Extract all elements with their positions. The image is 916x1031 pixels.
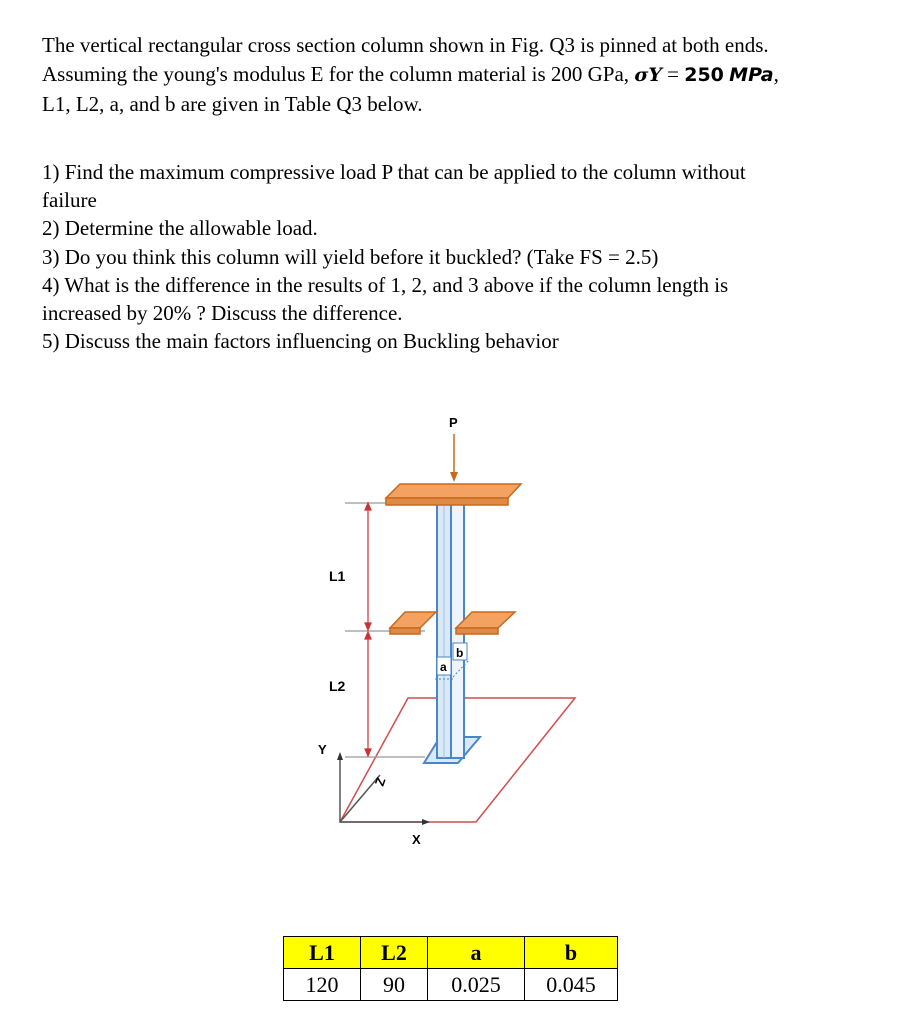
table-header-b: b <box>525 937 618 969</box>
table-value-l2: 90 <box>361 969 428 1001</box>
y-axis-arrow <box>337 752 343 760</box>
table-header-a: a <box>428 937 525 969</box>
intro-line-2-text: Assuming the young's modulus E for the column material is 200 GPa, <box>42 62 635 86</box>
table-value-b: 0.045 <box>525 969 618 1001</box>
table-value-l1: 120 <box>284 969 361 1001</box>
question-3: 3) Do you think this column will yield before it buckled? (Take FS = 2.5) <box>42 245 659 269</box>
x-axis-arrow <box>422 819 430 825</box>
top-plate-edge <box>386 498 508 505</box>
load-label: P <box>449 415 458 430</box>
equals-sign: = <box>661 62 685 86</box>
y-axis-label: Y <box>318 742 327 757</box>
dim-b-label: b <box>456 646 464 660</box>
arrow-l1-top <box>365 503 371 510</box>
question-1-cont: failure <box>42 188 97 212</box>
axes <box>337 752 430 825</box>
question-2: 2) Determine the allowable load. <box>42 216 318 240</box>
top-plate <box>386 484 521 505</box>
arrow-l2-top <box>365 632 371 639</box>
table-value-a: 0.025 <box>428 969 525 1001</box>
intro-line-3: L1, L2, a, and b are given in Table Q3 below. <box>42 92 423 116</box>
x-axis-label: X <box>412 832 421 847</box>
dim-a-label: a <box>440 660 447 674</box>
question-5: 5) Discuss the main factors influencing on Buckling behavior <box>42 329 559 353</box>
yield-stress-unit: MPa <box>729 64 774 86</box>
intro-line-1: The vertical rectangular cross section column shown in Fig. Q3 is pinned at both ends. <box>42 33 769 57</box>
question-4-cont: increased by 20% ? Discuss the difference. <box>42 301 403 325</box>
table-header-row <box>284 937 618 969</box>
yield-stress-symbol: σY <box>634 64 662 86</box>
question-4: 4) What is the difference in the results of 1, 2, and 3 above if the column length is <box>42 273 729 297</box>
load-arrow-head <box>450 472 458 482</box>
middle-plate-right-edge <box>456 628 498 634</box>
arrow-l1-bottom <box>365 623 371 630</box>
middle-plate-left <box>390 612 436 628</box>
middle-plate-left-edge <box>390 628 420 634</box>
table-q3 <box>283 936 618 1001</box>
z-axis-label: Z <box>371 775 389 789</box>
table-value-row <box>284 969 618 1001</box>
arrow-l2-bottom <box>365 749 371 756</box>
table-header-l1: L1 <box>284 937 361 969</box>
table-header-l2: L2 <box>361 937 428 969</box>
length2-label: L2 <box>329 678 346 694</box>
top-plate-face <box>386 484 521 498</box>
intro-line-2-end: , <box>773 62 779 86</box>
length1-label: L1 <box>329 568 346 584</box>
question-1: 1) Find the maximum compressive load P that can be applied to the column without <box>42 160 746 184</box>
yield-stress-value: 250 <box>684 64 724 86</box>
